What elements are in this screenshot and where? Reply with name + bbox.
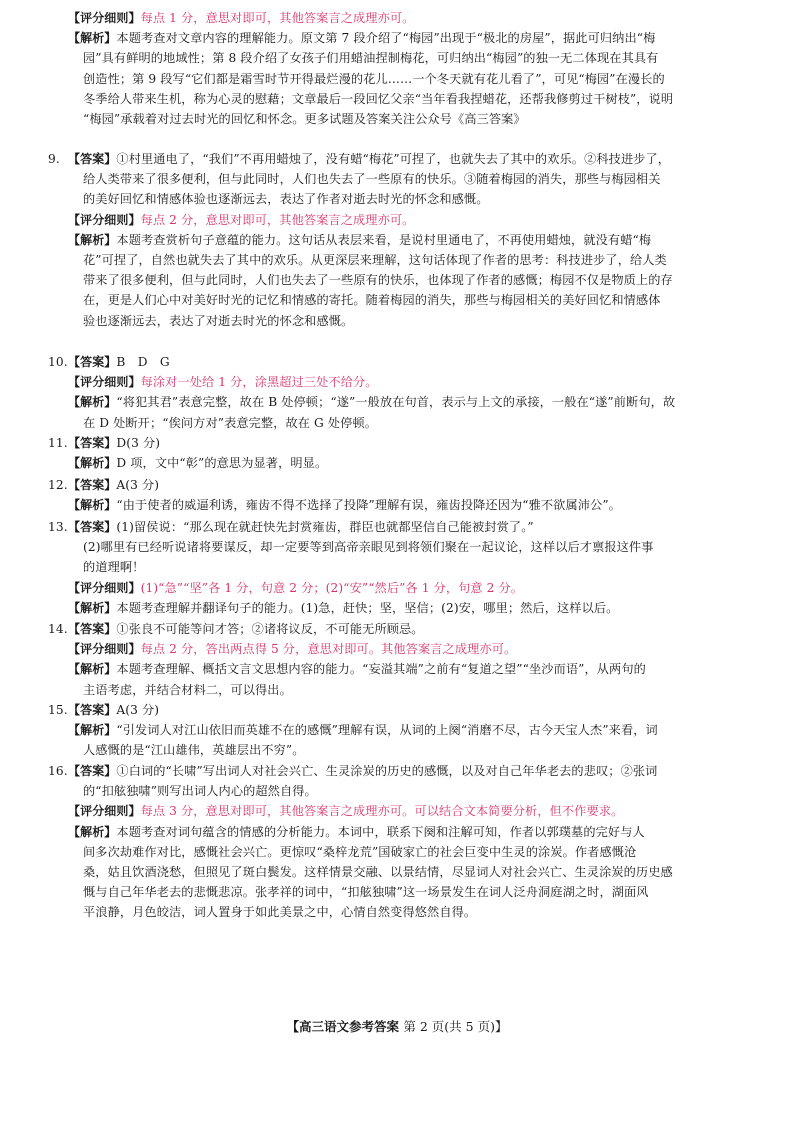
q15-block: [48, 700, 718, 761]
q13-answer-line: 的道理啊！: [83, 560, 145, 575]
q16-analysis-line: 桑，姑且饮酒浇愁，但照见了斑白鬓发。这样情景交融、以景结情，尽显词人对社会兴亡、生灵涂炭的历史感: [83, 865, 673, 880]
q12-answer: A(3 分): [116, 478, 160, 492]
q8-analysis-line: 本题考查对文章内容的理解能力。原文第 7 段介绍了“梅园”出现于“极北的房屋”，据此可归纳出“梅: [116, 31, 656, 46]
q16-rubric: 每点 3 分，意思对即可，其他答案言之成理亦可。可以结合文本简要分析，但不作要求。: [140, 804, 624, 819]
q14-analysis-line: 主语考虑，并结合材料二，可以得出。: [83, 682, 292, 697]
analysis-label: 【解析】: [68, 395, 117, 410]
q15-analysis-line: “引发词人对江山依旧而英雄不在的感慨”理解有误，从词的上阕“消磨不尽，古今天宝人杰”来看，词: [116, 723, 658, 738]
q11-analysis: D 项，文中“彰”的意思为显著，明显。: [116, 456, 328, 471]
rubric-label: 【评分细则】: [68, 580, 141, 595]
analysis-label: 【解析】: [68, 232, 117, 247]
answer-label: 【答案】: [68, 478, 117, 492]
answer-label: 【答案】: [68, 436, 117, 450]
question-number: 12.: [48, 478, 68, 492]
q13-rubric: (1)“急”“坚”各 1 分，句意 2 分；(2)“安”“然后”各 1 分，句意 2 分。: [140, 580, 524, 595]
q9-answer-line: 的美好回忆和情感体验也逐渐远去，表达了作者对逝去时光的怀念和感慨。: [83, 192, 489, 207]
q8-analysis-line: “梅园”承载着对过去时光的回忆和怀念。更多试题及答案关注公众号《高三答案》: [83, 112, 526, 127]
analysis-label: 【解析】: [68, 662, 117, 677]
answer-label: 【答案】: [68, 520, 117, 534]
question-number: 15.: [48, 703, 68, 717]
rubric-label: 【评分细则】: [68, 11, 141, 25]
q9-block: [48, 149, 718, 331]
answer-label: 【答案】: [68, 703, 117, 717]
q14-analysis-line: 本题考查理解、概括文言文思想内容的能力。“妄溢其端”之前有“复道之望”“坐沙而语”，从两句的: [116, 662, 646, 677]
question-number: 9.: [48, 152, 60, 166]
q12-analysis: “由于使者的威逼利诱，雍齿不得不选择了投降”理解有误，雍齿投降还因为“雅不欲属沛公”。: [116, 498, 621, 513]
q12-block: [48, 475, 718, 515]
analysis-label: 【解析】: [68, 600, 117, 615]
q10-analysis-line: 在 D 处断开；“俟问方对”表意完整，故在 G 处停顿。: [83, 415, 378, 430]
q9-analysis-line: 花”可捏了，自然也就失去了其中的欢乐。从更深层来理解，这句话体现了作者的思考：科技进步了，给人类: [83, 253, 667, 268]
q8-rubric: 每点 1 分，意思对即可，其他答案言之成理亦可。: [140, 11, 415, 25]
question-number: 10.: [48, 355, 68, 369]
q10-block: [48, 352, 718, 433]
q16-block: [48, 761, 718, 923]
q16-answer-line: ①白词的“长啸”写出词人对社会兴亡、生灵涂炭的历史的感慨，以及对自己年华老去的悲叹；②张词: [116, 764, 658, 778]
analysis-label: 【解析】: [68, 824, 117, 839]
q16-analysis-line: 慨与自己年华老去的悲慨悲凉。张孝祥的词中，“扣舷独啸”这一场景发生在词人泛舟洞庭湖之时，湖面风: [83, 885, 649, 900]
q9-answer-line: 给人类带来了很多便利，但与此同时，人们也失去了一些原有的快乐。③随着梅园的消失，那些与梅园相关: [83, 172, 661, 187]
analysis-label: 【解析】: [68, 498, 117, 513]
q15-analysis-line: 人感慨的是“江山雄伟，英雄层出不穷”。: [83, 743, 305, 758]
q14-block: [48, 619, 718, 700]
q8-analysis-line: 园”具有鲜明的地域性；第 8 段介绍了女孩子们用蜡油捏制梅花，可归纳出“梅园”的独一无二体现在其具有: [83, 51, 659, 66]
q11-block: [48, 433, 718, 473]
q10-analysis-line: “将犯其君”表意完整，故在 B 处停顿；“遂”一般放在句首，表示与上文的承接，一般在“遂”前断句，故: [116, 395, 676, 410]
q13-block: [48, 517, 718, 618]
answer-label: 【答案】: [68, 355, 117, 369]
analysis-label: 【解析】: [68, 723, 117, 738]
q8-analysis-line: 创造性；第 9 段写“它们都是霜雪时节开得最烂漫的花儿……一个冬天就有花儿看了”，可见“梅园”在漫长的: [83, 71, 665, 86]
footer-title: 【高三语文参考答案: [286, 1019, 400, 1034]
q15-answer: A(3 分): [116, 703, 160, 717]
q9-analysis-line: 带来了很多便利，但与此同时，人们也失去了一些原有的快乐，也体现了作者的感慨；梅园不仅是物质上的存: [83, 273, 673, 288]
q16-analysis-line: 本题考查对词句蕴含的情感的分析能力。本词中，联系下阕和注解可知，作者以郭璞墓的完好与人: [116, 824, 645, 839]
rubric-label: 【评分细则】: [68, 375, 141, 390]
q13-answer-line: (1)留侯说：“那么现在就赶快先封赏雍齿，群臣也就都坚信自己能被封赏了。”: [116, 520, 534, 534]
q9-analysis-line: 本题考查赏析句子意蕴的能力。这句话从表层来看，是说村里通电了，不再使用蜡烛，就没有蜡“梅: [116, 232, 652, 247]
q10-rubric: 每涂对一处给 1 分，涂黑超过三处不给分。: [140, 375, 378, 390]
rubric-label: 【评分细则】: [68, 642, 141, 657]
q9-analysis-line: 在，更是人们心中对美好时光的记忆和情感的寄托。随着梅园的消失，那些与梅园相关的美好回忆和情感体: [83, 293, 661, 308]
q16-analysis-line: 平浪静，月色皎洁，词人置身于如此美景之中，心情自然变得悠然自得。: [83, 905, 477, 920]
question-number: 16.: [48, 764, 68, 778]
rubric-label: 【评分细则】: [68, 804, 141, 819]
q10-answer: B D G: [116, 355, 170, 369]
q13-answer-line: (2)哪里有已经听说诸将要谋反，却一定要等到高帝亲眼见到将领们聚在一起议论，这样以后才禀报这件事: [83, 540, 654, 555]
q9-analysis-line: 验也逐渐远去，表达了对逝去时光的怀念和感慨。: [83, 313, 354, 328]
q14-rubric: 每点 2 分，答出两点得 5 分，意思对即可。其他答案言之成理亦可。: [140, 642, 517, 657]
q8-block: [68, 8, 718, 129]
analysis-label: 【解析】: [68, 31, 117, 46]
answer-label: 【答案】: [68, 764, 117, 778]
q16-analysis-line: 间多次劫难作对比，感慨社会兴亡。更惊叹“桑梓龙荒”国破家亡的社会巨变中生灵的涂炭。作者感慨沧: [83, 844, 637, 859]
q13-analysis: 本题考查理解并翻译句子的能力。(1)急，赶快；坚，坚信；(2)安，哪里；然后，这样以后。: [116, 600, 619, 615]
question-number: 11.: [48, 436, 68, 450]
q14-answer: ①张良不可能等问才答；②诸将议反，不可能无所顾忌。: [116, 622, 424, 636]
question-number: 14.: [48, 622, 68, 636]
page-footer: [0, 1017, 794, 1035]
q9-rubric: 每点 2 分，意思对即可，其他答案言之成理亦可。: [140, 212, 415, 227]
analysis-label: 【解析】: [68, 456, 117, 471]
answer-label: 【答案】: [68, 152, 117, 166]
question-number: 13.: [48, 520, 68, 534]
q11-answer: D(3 分): [116, 436, 161, 450]
q8-analysis-line: 冬季给人带来生机，称为心灵的慰藉；文章最后一段回忆父亲“当年看我捏蜡花，还帮我修剪过干树枝”，说明: [83, 91, 674, 106]
answer-label: 【答案】: [68, 622, 117, 636]
page-number: 第 2 页(共 5 页)】: [403, 1019, 508, 1034]
q16-answer-line: 的“扣舷独啸”则写出词人内心的超然自得。: [83, 784, 317, 799]
q9-answer-line: ①村里通电了，“我们”不再用蜡烛了，没有蜡“梅花”可捏了，也就失去了其中的欢乐。②科技进步了，: [116, 152, 671, 166]
rubric-label: 【评分细则】: [68, 212, 141, 227]
